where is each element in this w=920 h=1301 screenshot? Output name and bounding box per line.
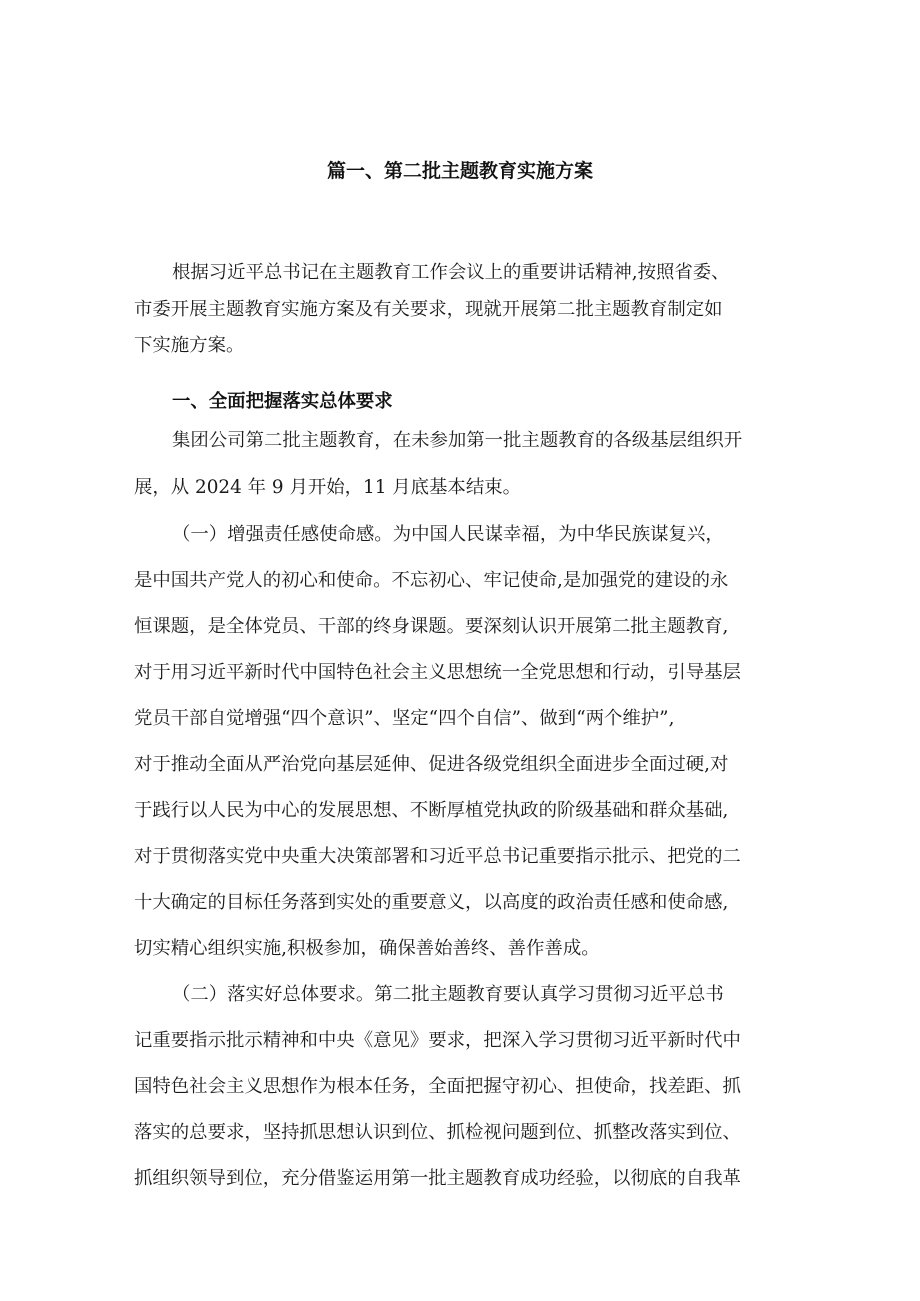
intro-line-2: 市委开展主题教育实施方案及有关要求，现就开展第二批主题教育制定如 xyxy=(134,299,723,320)
intro-line-3: 下实施方案。 xyxy=(134,335,245,356)
para-1-line-2: 展，从 2024 年 9 月开始，11 月底基本结束。 xyxy=(134,477,521,498)
document-title: 篇一、第二批主题教育实施方案 xyxy=(326,160,593,182)
para-2-line-9: 十大确定的目标任务落到实处的重要意义，以高度的政治责任感和使命感, xyxy=(134,892,729,913)
para-3-line-4: 落实的总要求，坚持抓思想认识到位、抓检视问题到位、抓整改落实到位、 xyxy=(134,1122,741,1143)
para-2-line-8: 对于贯彻落实党中央重大决策部署和习近平总书记重要指示批示、把党的二 xyxy=(134,846,741,867)
para-3-line-5: 抓组织领导到位，充分借鉴运用第一批主题教育成功经验，以彻底的自我革 xyxy=(134,1168,741,1189)
para-2-line-2: 是中国共产党人的初心和使命。不忘初心、牢记使命,是加强党的建设的永 xyxy=(134,570,729,591)
para-3-line-2: 记重要指示批示精神和中央《意见》要求，把深入学习贯彻习近平新时代中 xyxy=(134,1030,741,1051)
para-2-line-4: 对于用习近平新时代中国特色社会主义思想统一全党思想和行动，引导基层 xyxy=(134,662,741,683)
para-1-line-1: 集团公司第二批主题教育，在未参加第一批主题教育的各级基层组织开 xyxy=(172,430,743,451)
para-3-line-3: 国特色社会主义思想作为根本任务，全面把握守初心、担使命，找差距、抓 xyxy=(134,1076,741,1097)
intro-line-1: 根据习近平总书记在主题教育工作会议上的重要讲话精神,按照省委、 xyxy=(172,262,730,283)
para-2-line-10: 切实精心组织实施,积极参加，确保善始善终、善作善成。 xyxy=(134,938,600,959)
para-3-line-1: （二）落实好总体要求。第二批主题教育要认真学习贯彻习近平总书 xyxy=(172,984,724,1005)
para-2-line-7: 于践行以人民为中心的发展思想、不断厚植党执政的阶级基础和群众基础, xyxy=(134,800,729,821)
para-2-line-3: 恒课题，是全体党员、干部的终身课题。要深刻认识开展第二批主题教育, xyxy=(134,616,729,637)
section-1-heading: 一、全面把握落实总体要求 xyxy=(172,391,393,412)
para-2-line-5: 党员干部自觉增强“四个意识”、坚定“四个自信”、做到“两个维护”, xyxy=(134,708,675,729)
para-2-line-6: 对于推动全面从严治党向基层延伸、促进各级党组织全面进步全面过硬,对 xyxy=(134,754,729,775)
para-2-line-1: （一）增强责任感使命感。为中国人民谋幸福，为中华民族谋复兴， xyxy=(172,524,724,545)
